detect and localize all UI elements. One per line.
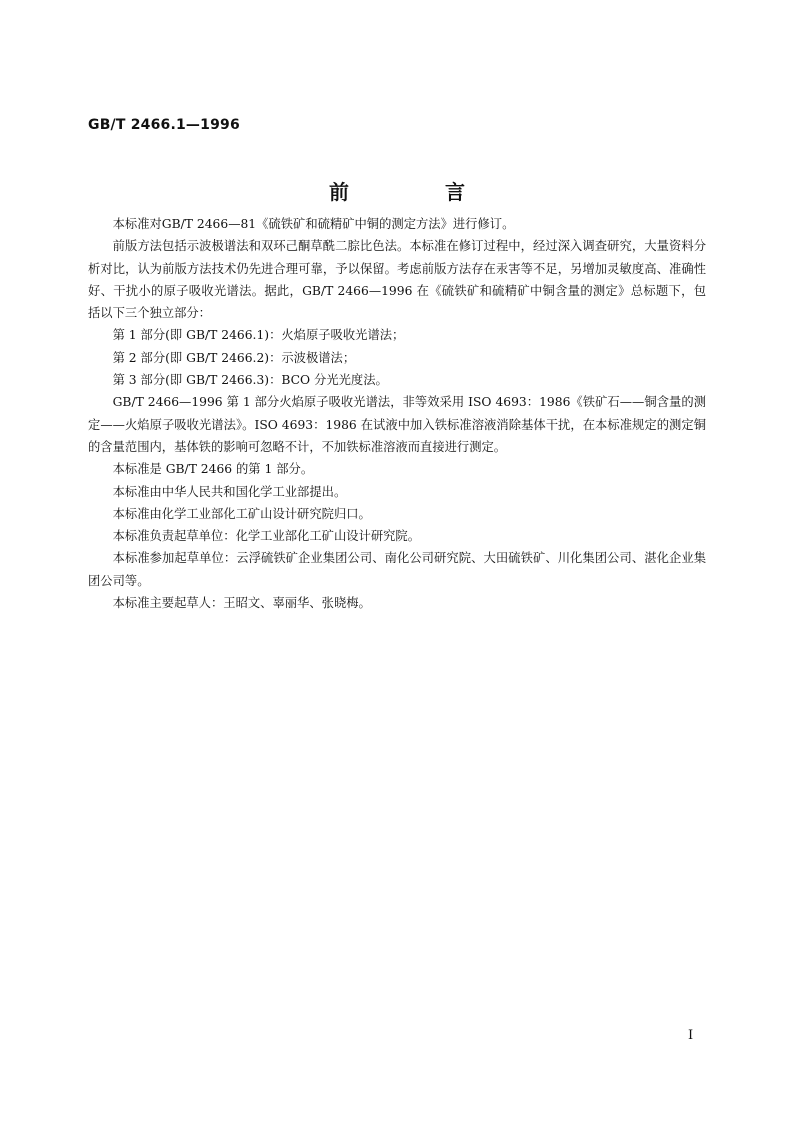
paragraph-drafting-unit: 本标准负责起草单位：化学工业部化工矿山设计研究院。: [112, 529, 421, 544]
paragraph-iso-reference: GB/T 2466—1996 第 1 部分火焰原子吸收光谱法，非等效采用 ISO 4693：1986《铁矿石——铜含量的测定——火焰原子吸收光谱法》。ISO 4693：1986 在试液中加入铁标准溶液消除基体干扰，在本标准规定的测定铜的含量范围内，基体铁的影响可忽略不计，不加铁标准溶液而直接进行测定。: [88, 395, 706, 454]
foreword-body: [88, 213, 706, 614]
page-number: I: [688, 1028, 694, 1043]
paragraph-revision: 本标准对GB/T 2466—81《硫铁矿和硫精矿中铜的测定方法》进行修订。: [112, 217, 515, 231]
standard-code: GB/T 2466.1—1996: [88, 117, 240, 133]
paragraph-part-3: 第 3 部分(即 GB/T 2466.3)：BCO 分光光度法。: [112, 373, 388, 388]
paragraph-part-2: 第 2 部分(即 GB/T 2466.2)：示波极谱法；: [112, 350, 356, 365]
paragraph-participating-units: 本标准参加起草单位：云浮硫铁矿企业集团公司、南化公司研究院、大田硫铁矿、川化集团公司、湛化企业集团公司等。: [88, 551, 706, 588]
paragraph-drafters: 本标准主要起草人：王昭文、辜丽华、张晓梅。: [112, 596, 371, 611]
paragraph-part-statement: 本标准是 GB/T 2466 的第 1 部分。: [112, 462, 314, 477]
paragraph-part-1: 第 1 部分(即 GB/T 2466.1)：火焰原子吸收光谱法；: [112, 328, 405, 343]
paragraph-centralized-by: 本标准由化学工业部化工矿山设计研究院归口。: [112, 506, 371, 521]
paragraph-proposed-by: 本标准由中华人民共和国化学工业部提出。: [112, 484, 347, 499]
paragraph-methods: 前版方法包括示波极谱法和双环己酮草酰二腙比色法。本标准在修订过程中，经过深入调查研究，大量资料分析对比，认为前版方法技术仍先进合理可靠，予以保留。考虑前版方法存在汞害等不足，另增加灵敏度高、准确性好、干扰小的原子吸收光谱法。据此，GB/T 2466—1996 在《硫铁矿和硫精矿中铜含量的测定》总标题下，包括以下三个独立部分：: [88, 239, 706, 321]
page-title: 前 言: [329, 180, 503, 204]
